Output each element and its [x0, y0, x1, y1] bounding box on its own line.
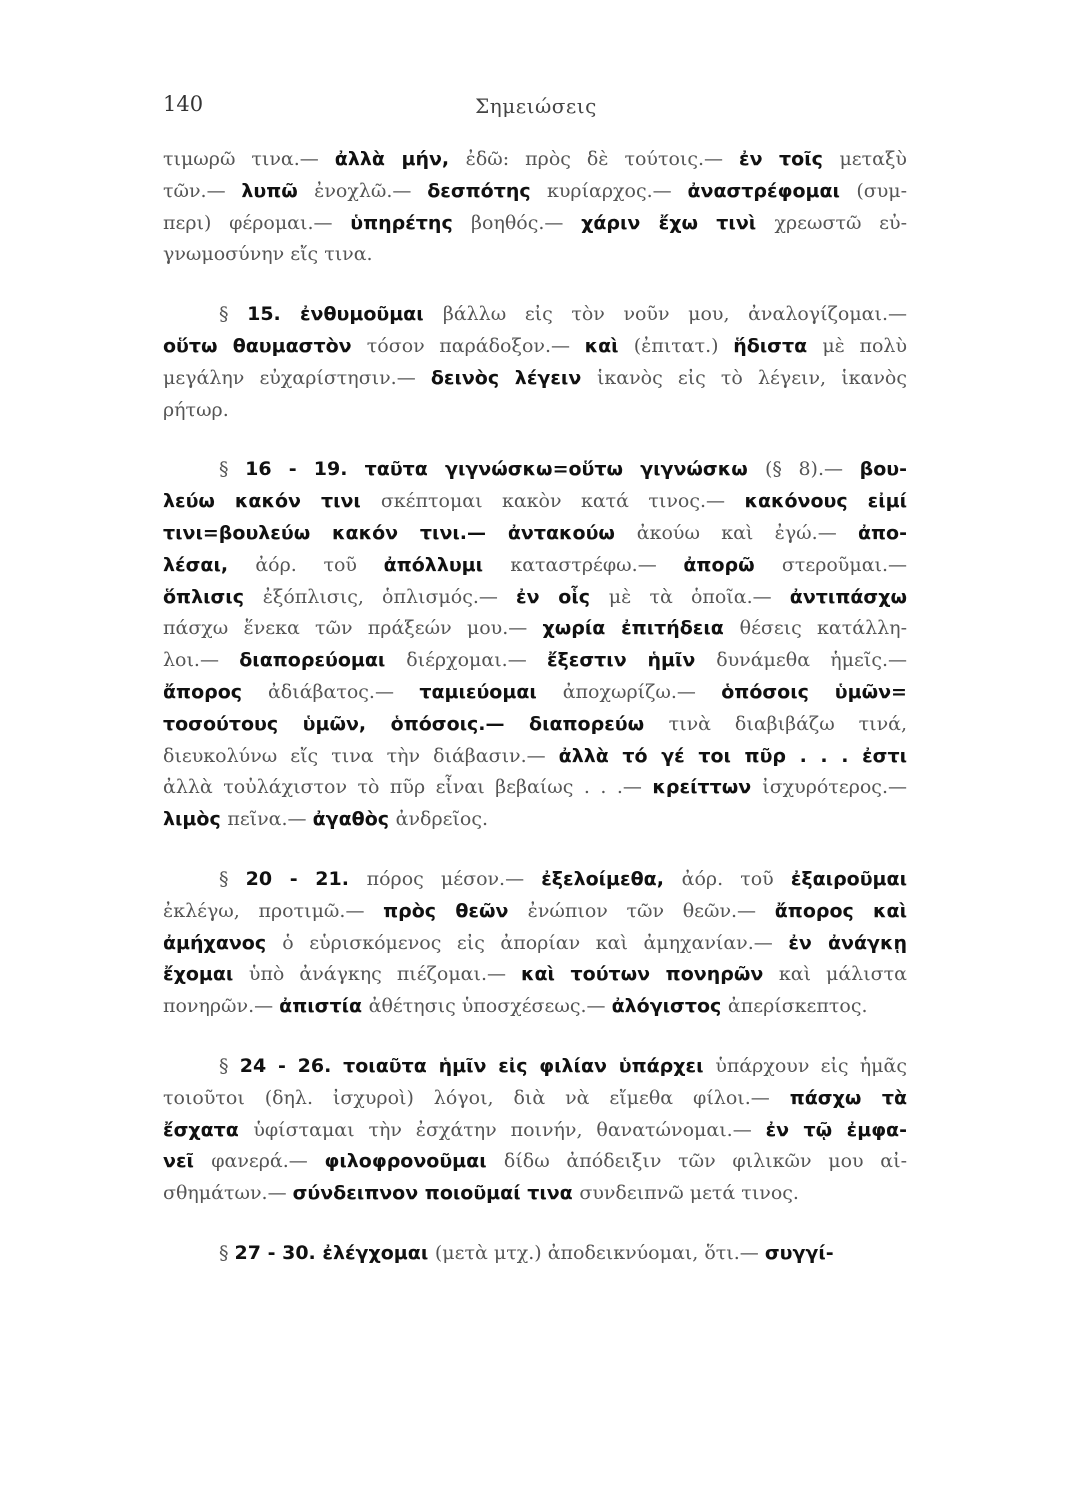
lemma-term: ἐν τοῖς: [739, 148, 840, 170]
gloss-text: ἀδιάβατος.—: [267, 680, 420, 703]
lemma-term: σύνδειπνον ποιοῦμαί τινα: [292, 1182, 580, 1205]
text-line: [163, 772, 907, 804]
text-line: [163, 613, 907, 645]
gloss-text: §: [219, 458, 246, 481]
gloss-text: πονηρῶν.—: [163, 995, 280, 1018]
lemma-term: τινι=βουλεύω κακόν τινι.— ἀντακούω: [163, 521, 637, 544]
gloss-text: μὲ πολὺ: [822, 334, 907, 357]
lemma-term: ἀλόγιστος: [611, 995, 728, 1018]
gloss-text: ρήτωρ.: [163, 398, 229, 421]
gloss-text: γνωμοσύνην εἴς τινα.: [163, 243, 373, 266]
gloss-text: ὑπὸ ἀνάγκης πιέζομαι.—: [248, 963, 521, 986]
running-title: Σημειώσεις: [475, 94, 597, 118]
page-number: 140: [163, 92, 204, 116]
lemma-term: ἀλλὰ τό γέ τοι πῦρ . . . ἐστι: [558, 744, 907, 767]
gloss-text: φανερά.—: [211, 1150, 325, 1173]
gloss-text: δυνάμεθα ἡμεῖς.—: [716, 649, 907, 672]
gloss-text: ἐξόπλισις, ὁπλισμός.—: [262, 585, 517, 608]
lemma-term: ἔσχατα: [163, 1118, 254, 1141]
gloss-text: ἀκούω καὶ ἐγώ.—: [636, 521, 858, 544]
lemma-term: φιλοφρονοῦμαι: [324, 1150, 504, 1173]
text-line: [163, 741, 907, 773]
lemma-term: ἀγαθὸς: [312, 808, 396, 831]
note-paragraph: [163, 1051, 907, 1210]
lemma-term: ὅπλισις: [163, 585, 263, 608]
gloss-text: καὶ μάλιστα: [778, 963, 907, 986]
text-line: [163, 959, 907, 991]
lemma-term: ἄπορος: [163, 680, 268, 703]
gloss-text: (§ 8).—: [764, 458, 860, 481]
lemma-term: ἐξαιροῦμαι: [790, 867, 907, 890]
gloss-text: σκέπτομαι κακὸν κατά τινος.—: [380, 490, 745, 513]
text-line: [163, 991, 907, 1023]
lemma-term: ἄπορος καὶ: [774, 899, 907, 922]
text-line: [163, 677, 907, 709]
gloss-text: βάλλω εἰς τὸν νοῦν μου, ἀναλογίζομαι.—: [442, 303, 907, 326]
gloss-text: §: [219, 303, 248, 326]
text-line: [163, 395, 907, 427]
lemma-term: ἐξελοίμεθα,: [541, 867, 682, 890]
gloss-text: μεταξὺ: [839, 148, 907, 170]
text-line: [163, 331, 907, 363]
lemma-term: νεῖ: [163, 1150, 212, 1173]
lemma-term: 20 - 21.: [245, 867, 367, 890]
lemma-term: ἐν οἷς: [516, 585, 609, 608]
lemma-term: διαπορεύομαι: [239, 649, 407, 672]
lemma-term: ἐν ἀνάγκῃ: [788, 931, 907, 954]
lemma-term: κρείττων: [652, 776, 763, 799]
gloss-text: τοιοῦτοι (δηλ. ἰσχυροὶ) λόγοι, διὰ νὰ εἴμεθα φίλοι.—: [163, 1086, 790, 1109]
lemma-term: καὶ τούτων πονηρῶν: [521, 963, 779, 986]
note-paragraph: [163, 864, 907, 1023]
lemma-term: ἔχομαι: [163, 963, 249, 986]
text-line: [163, 1178, 907, 1210]
gloss-text: τινὰ διαβιβάζω τινά,: [668, 712, 907, 735]
text-line: [163, 709, 907, 741]
lemma-term: ἔξεστιν ἡμῖν: [546, 649, 717, 672]
lemma-term: ὑπηρέτης: [350, 211, 472, 234]
lemma-term: λέσαι,: [163, 553, 256, 576]
lemma-term: ἀντιπάσχω: [789, 585, 907, 608]
gloss-text: μὲ τὰ ὁποῖα.—: [608, 585, 790, 608]
note-paragraph: [163, 299, 907, 426]
lemma-term: δεσπότης: [427, 179, 547, 202]
text-line: [163, 144, 907, 176]
text-line: [163, 299, 907, 331]
lemma-term: καὶ: [584, 334, 634, 357]
gloss-text: ἐνώπιον τῶν θεῶν.—: [527, 899, 775, 922]
lemma-term: χωρία ἐπιτήδεια: [542, 617, 740, 640]
gloss-text: λοι.—: [163, 649, 240, 672]
gloss-text: θέσεις κατάλλη-: [739, 617, 907, 640]
text-line: [163, 1115, 907, 1147]
lemma-term: ἀπιστία: [279, 995, 369, 1018]
gloss-text: (ἐπιτατ.): [633, 334, 734, 357]
text-line: [163, 486, 907, 518]
text-line: [163, 239, 907, 271]
note-paragraph: [163, 1238, 907, 1270]
gloss-text: πάσχω ἕνεκα τῶν πράξεών μου.—: [163, 617, 543, 640]
text-line: [163, 1238, 907, 1270]
gloss-text: (μετὰ μτχ.) ἀποδεικνύομαι, ὅτι.—: [434, 1241, 765, 1264]
lemma-term: ἀναστρέφομαι: [687, 179, 857, 202]
gloss-text: πεῖνα.—: [227, 808, 313, 831]
lemma-term: ἀμήχανος: [163, 931, 283, 954]
gloss-text: ἐδῶ: πρὸς δὲ τούτοις.—: [465, 148, 739, 170]
gloss-text: σθημάτων.—: [163, 1182, 293, 1205]
gloss-text: ὁ εὑρισκόμενος εἰς ἀπορίαν καὶ ἀμηχανίαν.—: [282, 931, 789, 954]
gloss-text: ἰσχυρότερος.—: [762, 776, 907, 799]
text-line: [163, 645, 907, 677]
lemma-term: ἀπο-: [857, 521, 907, 544]
text-line: [163, 1051, 907, 1083]
gloss-text: δίδω ἀπόδειξιν τῶν φιλικῶν μου αἰ-: [503, 1150, 907, 1173]
text-line: [163, 1083, 907, 1115]
gloss-text: περι) φέρομαι.—: [163, 211, 351, 234]
lemma-term: χάριν ἔχω τινὶ: [581, 211, 775, 234]
gloss-text: διέρχομαι.—: [406, 649, 547, 672]
text-line: [163, 896, 907, 928]
lemma-term: δεινὸς λέγειν: [430, 366, 597, 389]
gloss-text: ἀπερίσκεπτος.: [727, 995, 868, 1018]
lemma-term: 16 - 19. ταῦτα γιγνώσκω=οὕτω γιγνώσκω: [245, 458, 765, 481]
gloss-text: χρεωστῶ εὐ-: [774, 211, 907, 234]
lemma-term: ταμιεύομαι: [419, 680, 563, 703]
text-line: [163, 582, 907, 614]
lemma-term: ἀλλὰ μήν,: [334, 148, 466, 170]
gloss-text: τιμωρῶ τινα.—: [163, 148, 335, 170]
lemma-term: συγγί-: [764, 1241, 834, 1264]
text-line: [163, 176, 907, 208]
gloss-text: ἀόρ. τοῦ: [255, 553, 384, 576]
lemma-term: 24 - 26. τοιαῦτα ἡμῖν εἰς φιλίαν ὑπάρχει: [239, 1054, 716, 1077]
gloss-text: ἀνδρεῖος.: [395, 808, 489, 831]
gloss-text: κυρίαρχος.—: [546, 179, 688, 202]
gloss-text: ἀποχωρίζω.—: [562, 680, 722, 703]
text-line: [163, 864, 907, 896]
text-line: [163, 208, 907, 240]
text-line: [163, 518, 907, 550]
lemma-term: ὁπόσοις ὑμῶν=: [721, 680, 907, 703]
gloss-text: βοηθός.—: [471, 211, 582, 234]
lemma-term: πρὸς θεῶν: [383, 899, 528, 922]
lemma-term: οὕτω θαυμαστὸν: [163, 334, 367, 357]
lemma-term: τοσούτους ὑμῶν, ὁπόσοις.— διαπορεύω: [163, 712, 669, 735]
gloss-text: ἱκανὸς εἰς τὸ λέγειν, ἱκανὸς: [596, 366, 907, 389]
gloss-text: μεγάλην εὐχαρίστησιν.—: [163, 366, 431, 389]
gloss-text: τόσον παράδοξον.—: [366, 334, 585, 357]
note-paragraph: [163, 144, 907, 271]
text-line: [163, 454, 907, 486]
gloss-text: τῶν.—: [163, 179, 242, 202]
gloss-text: ἐνοχλῶ.—: [314, 179, 428, 202]
text-line: [163, 363, 907, 395]
lemma-term: λιμὸς: [163, 808, 228, 831]
gloss-text: ἀλλὰ τοὐλάχιστον τὸ πῦρ εἶναι βεβαίως . . .—: [163, 776, 653, 799]
gloss-text: (συμ-: [856, 179, 907, 202]
gloss-text: συνδειπνῶ μετά τινος.: [579, 1182, 799, 1205]
gloss-text: στεροῦμαι.—: [781, 553, 907, 576]
text-line: [163, 928, 907, 960]
lemma-term: λεύω κακόν τινι: [163, 490, 381, 513]
lemma-term: 15. ἐνθυμοῦμαι: [247, 303, 443, 326]
gloss-text: ἀθέτησις ὑποσχέσεως.—: [368, 995, 612, 1018]
text-line: [163, 804, 907, 836]
lemma-term: βου-: [859, 458, 907, 481]
gloss-text: καταστρέφω.—: [510, 553, 684, 576]
lemma-term: ἀπόλλυμι: [383, 553, 511, 576]
text-line: [163, 1146, 907, 1178]
gloss-text: §: [219, 867, 246, 890]
lemma-term: 27 - 30. ἐλέγχομαι: [234, 1241, 435, 1264]
lemma-term: ἥδιστα: [733, 334, 823, 357]
gloss-text: διευκολύνω εἴς τινα τὴν διάβασιν.—: [163, 744, 559, 767]
gloss-text: ὑπάρχουν εἰς ἡμᾶς: [715, 1054, 907, 1077]
lemma-term: πάσχω τὰ: [789, 1086, 907, 1109]
lemma-term: κακόνους εἰμί: [744, 490, 907, 513]
lemma-term: λυπῶ: [241, 179, 315, 202]
lemma-term: ἀπορῶ: [683, 553, 782, 576]
gloss-text: ὑφίσταμαι τὴν ἐσχάτην ποινήν, θανατώνομαι.—: [253, 1118, 766, 1141]
gloss-text: §: [219, 1054, 240, 1077]
gloss-text: §: [219, 1241, 235, 1264]
note-paragraph: [163, 454, 907, 836]
notes-body: [163, 144, 907, 1298]
gloss-text: πόρος μέσον.—: [366, 867, 542, 890]
gloss-text: ἀόρ. τοῦ: [681, 867, 791, 890]
text-line: [163, 550, 907, 582]
lemma-term: ἐν τῷ ἐμφα-: [765, 1118, 907, 1141]
gloss-text: ἐκλέγω, προτιμῶ.—: [163, 899, 384, 922]
